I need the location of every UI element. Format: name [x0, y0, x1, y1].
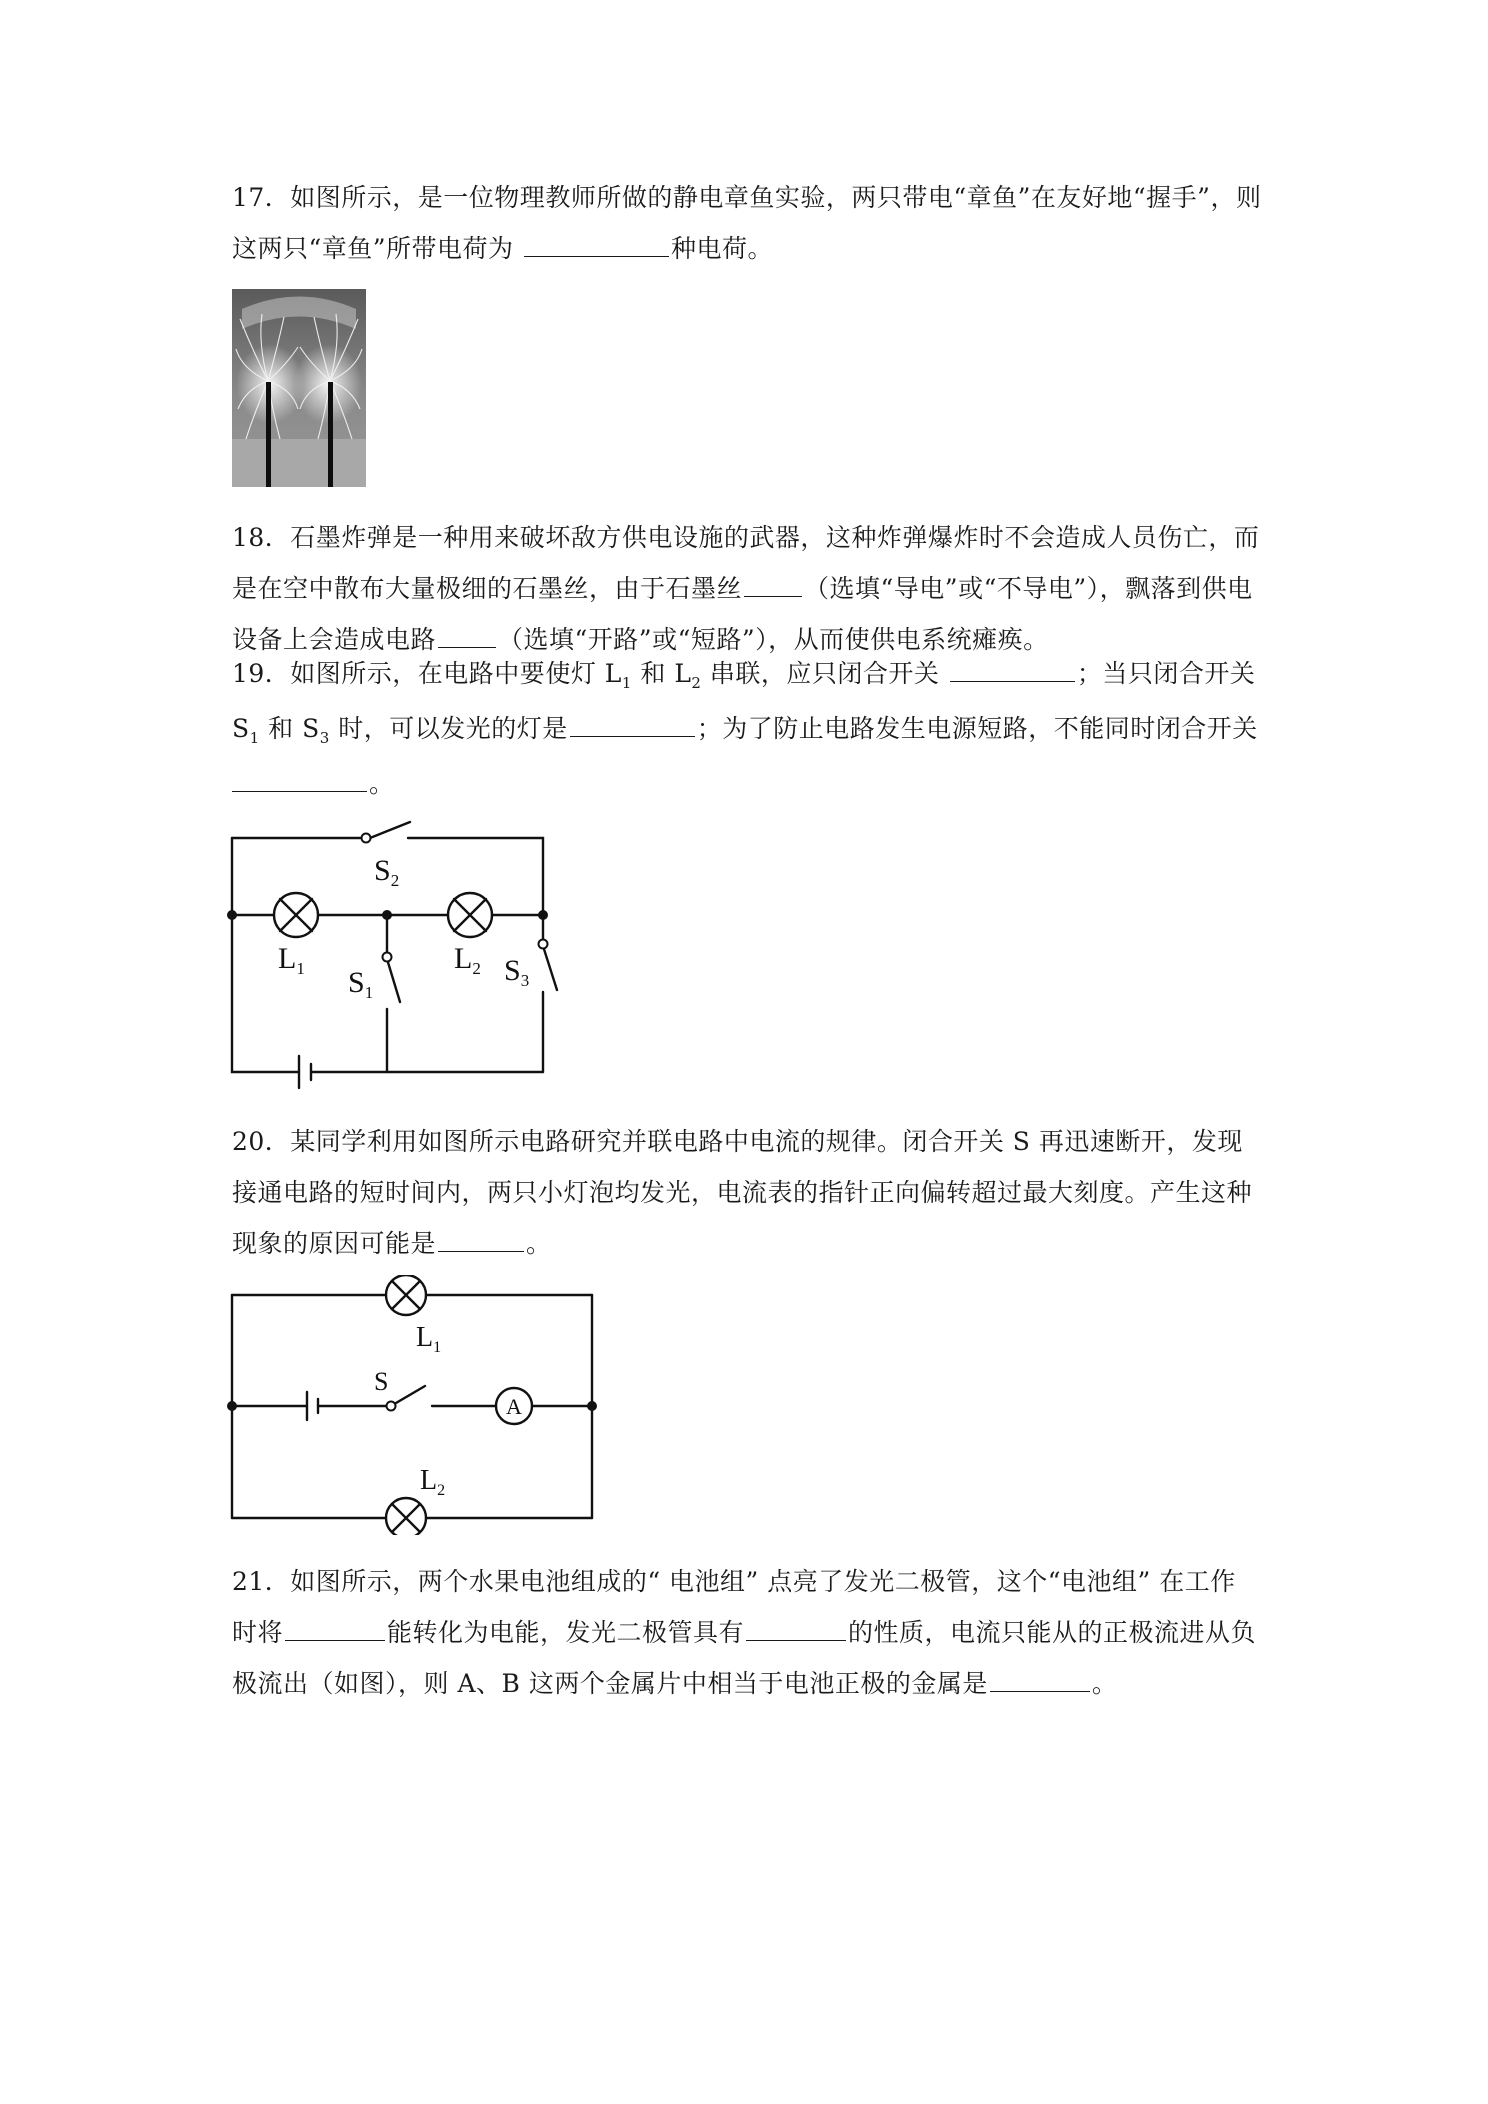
q19-text: 。 — [369, 769, 395, 798]
subscript: 1 — [621, 674, 632, 692]
subscript: 2 — [691, 674, 702, 692]
label-s: S — [374, 1367, 389, 1396]
subscript: 3 — [319, 729, 330, 747]
q21-text: 。 — [1091, 1669, 1118, 1698]
q21-line-3 — [232, 1658, 1272, 1709]
q18-text: 设备上会造成电路 — [232, 625, 437, 654]
q17-text: 种电荷。 — [671, 234, 774, 263]
q21-line-1: 21．如图所示，两个水果电池组成的“ 电池组” 点亮了发光二极管，这个“电池组” 在工作 — [232, 1567, 1236, 1596]
label-l2: $L_2$ — [454, 942, 481, 978]
answer-blank — [570, 706, 695, 737]
static-octopus-photo — [232, 289, 366, 487]
q17-text: 这两只“章鱼”所带电荷为 — [232, 234, 523, 263]
q20-line-2: 接通电路的短时间内，两只小灯泡均发光，电流表的指针正向偏转超过最大刻度。产生这种 — [232, 1178, 1253, 1207]
q21-text: 极流出（如图），则 A、B 这两个金属片中相当于电池正极的金属是 — [232, 1669, 988, 1698]
answer-blank — [746, 1610, 846, 1641]
q19-text: 和 S — [259, 714, 320, 743]
q21-text: 的性质，电流只能从的正极流进从负 — [848, 1618, 1257, 1647]
q19-text: 和 L — [631, 659, 692, 688]
q19-text: ；当只闭合开关 — [1076, 659, 1256, 688]
q19-line-1 — [232, 648, 1272, 703]
q19-text: 串联，应只闭合开关 — [701, 659, 948, 688]
q18-line-2 — [232, 563, 1272, 614]
q18-text: （选填“导电”或“不导电”），飘落到供电 — [804, 574, 1253, 603]
label-s3: $S_3$ — [504, 954, 530, 990]
question-19 — [232, 648, 1272, 809]
q19-line-3 — [232, 758, 1272, 809]
label-s2: $S_2$ — [374, 854, 400, 890]
q19-line-2 — [232, 703, 1272, 758]
ammeter-label: A — [506, 1394, 522, 1419]
label-l1: $L_1$ — [278, 942, 305, 978]
label-l1: $L_1$ — [416, 1322, 442, 1356]
q17-line-2 — [232, 223, 1272, 274]
question-18 — [232, 512, 1272, 665]
question-20 — [232, 1116, 1272, 1269]
answer-blank — [232, 761, 367, 792]
subscript: 1 — [249, 729, 260, 747]
q18-text: （选填“开路”或“短路”），从而使供电系统瘫痪。 — [498, 625, 1049, 654]
q19-text: ；为了防止电路发生电源短路，不能同时闭合开关 — [696, 714, 1258, 743]
circuit-diagram-q20 — [220, 1275, 600, 1535]
q17-line-1: 17．如图所示，是一位物理教师所做的静电章鱼实验，两只带电“章鱼”在友好地“握手”，则 — [232, 183, 1262, 212]
label-s1: $S_1$ — [348, 966, 374, 1002]
q19-text: S — [232, 714, 250, 743]
q20-line-1: 20．某同学利用如图所示电路研究并联电路中电流的规律。闭合开关 S 再迅速断开，发现 — [232, 1127, 1243, 1156]
answer-blank — [950, 651, 1075, 682]
question-21 — [232, 1556, 1272, 1709]
q20-text: 。 — [526, 1229, 552, 1258]
circuit-diagram-q19 — [220, 812, 560, 1112]
q20-line-3 — [232, 1218, 1272, 1269]
q20-text: 现象的原因可能是 — [232, 1229, 437, 1258]
q19-text: 时，可以发光的灯是 — [329, 714, 568, 743]
q19-text: 19．如图所示，在电路中要使灯 L — [232, 659, 622, 688]
q21-line-2 — [232, 1607, 1272, 1658]
answer-blank — [990, 1661, 1090, 1692]
answer-blank — [438, 1221, 524, 1252]
question-17 — [232, 172, 1272, 274]
q18-text: 是在空中散布大量极细的石墨丝，由于石墨丝 — [232, 574, 743, 603]
answer-blank — [524, 226, 669, 257]
answer-blank — [285, 1610, 385, 1641]
label-l2: $L_2$ — [420, 1465, 446, 1499]
answer-blank — [438, 617, 496, 648]
q21-text: 能转化为电能，发光二极管具有 — [387, 1618, 745, 1647]
q18-line-1: 18．石墨炸弹是一种用来破坏敌方供电设施的武器，这种炸弹爆炸时不会造成人员伤亡，而 — [232, 523, 1260, 552]
answer-blank — [744, 566, 802, 597]
q21-text: 时将 — [232, 1618, 284, 1647]
